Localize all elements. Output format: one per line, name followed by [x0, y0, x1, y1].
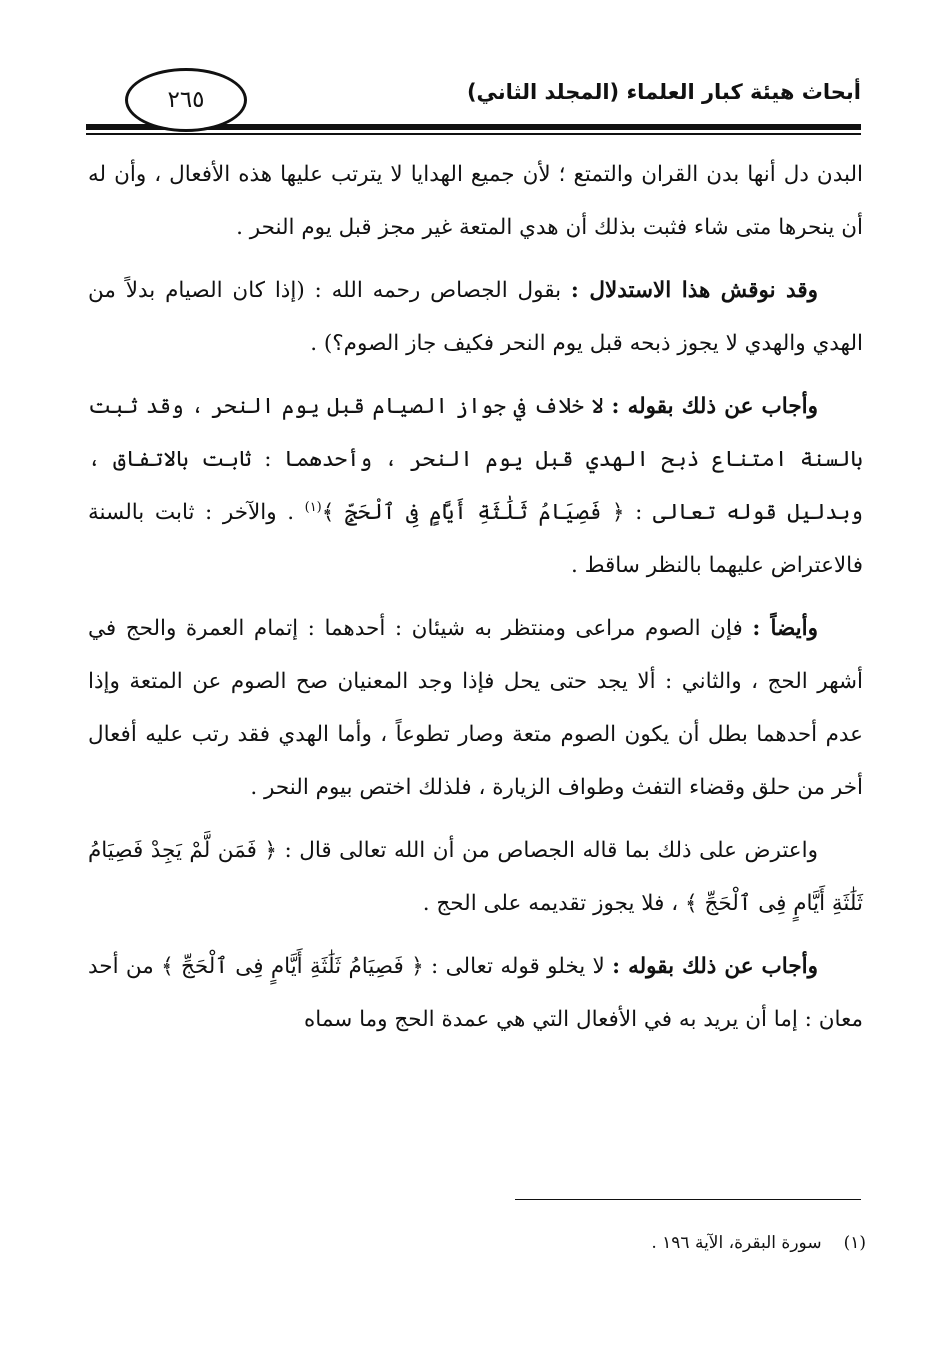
paragraph-text-continued: . والآخر : ثابت بالسنة فالاعتراض عليهما بالنظر ساقط . [88, 500, 863, 578]
paragraph-text: البدن دل أنها بدن القران والتمتع ؛ لأن جميع الهدايا لا يترتب عليها هذه الأفعال ، وأن له أن ينحرها متى شاء فثبت بذلك أن هدي المتعة غير مجز قبل يوم النحر . [88, 162, 863, 240]
running-header-title: أبحاث هيئة كبار العلماء (المجلد الثاني) [466, 80, 861, 104]
paragraph [88, 380, 863, 592]
paragraph-text: لا خلاف في جواز الصيام قبل يوم النحر ، وقد ثبت بالسنة امتناع ذبح الهدي قبل يوم النحر ، وأحدهما : ثابت بالاتفاق ، وبدليل قوله تعالى : ﴿ فَصِيَامُ ثَلَٰثَةِ أَيَّامٍ فِى ٱلْحَجِّ ﴾ [88, 394, 863, 525]
paragraph-text: بقول الجصاص رحمه الله : (إذا كان الصيام بدلاً من الهدي والهدي لا يجوز ذبحه قبل يوم النحر فكيف جاز الصوم؟) . [88, 278, 863, 356]
paragraph [88, 602, 863, 814]
footnote-text: سورة البقرة، الآية ١٩٦ . [651, 1233, 822, 1253]
paragraph-lead: وقد نوقش هذا الاستدلال : [570, 278, 818, 303]
paragraph [88, 264, 863, 370]
body-text [88, 148, 863, 1056]
footnote-number: (١) [843, 1233, 866, 1253]
paragraph [88, 940, 863, 1046]
paragraph-text: واعترض على ذلك بما قاله الجصاص من أن الله تعالى قال : ﴿ فَمَن لَّمْ يَجِدْ فَصِيَامُ ثَلَٰثَةِ أَيَّامٍ فِى ٱلْحَجِّ ﴾ ، فلا يجوز تقديمه على الحج . [88, 838, 863, 916]
paragraph-lead: وأيضاً : [752, 616, 818, 641]
footnote-separator [515, 1199, 861, 1200]
header-rule-secondary [86, 133, 861, 135]
paragraph-text: فإن الصوم مراعى ومنتظر به شيئان : أحدهما : إتمام العمرة والحج في أشهر الحج ، والثاني : ألا يجد حتى يحل فإذا وجد المعنيان صح الصوم عن المتعة وإذا عدم أحدهما بطل أن يكون الصوم متعة وصار تطوعاً ، وأما الهدي فقد رتب عليه أفعال أخر من حلق وقضاء التفث وطواف الزيارة ، فلذلك اختص بيوم النحر . [88, 616, 863, 800]
paragraph [88, 824, 863, 930]
footnote-reference[interactable]: (١) [304, 499, 322, 515]
paragraph-text: لا يخلو قوله تعالى : ﴿ فَصِيَامُ ثَلَٰثَةِ أَيَّامٍ فِى ٱلْحَجِّ ﴾ من أحد معان : إما أن يريد به في الأفعال التي هي عمدة الحج وما سماه [88, 954, 863, 1032]
footnote [651, 1233, 866, 1253]
paragraph-lead: وأجاب عن ذلك بقوله : [611, 394, 818, 419]
paragraph [88, 148, 863, 254]
paragraph-lead: وأجاب عن ذلك بقوله : [612, 954, 818, 979]
page-number: ٢٦٥ [125, 68, 247, 132]
